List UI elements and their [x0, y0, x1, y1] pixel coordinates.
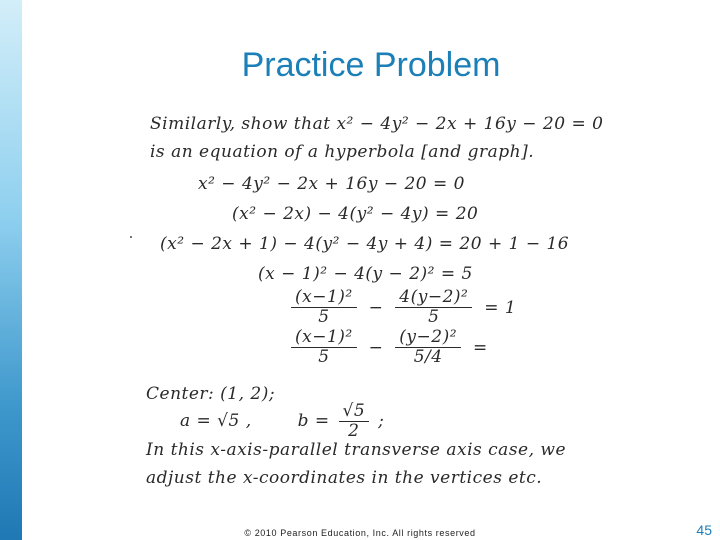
hw-line-center: Center: (1, 2);	[146, 384, 276, 404]
hw-line-a-b	[180, 402, 384, 441]
fraction	[395, 328, 461, 367]
hw-line-factored: (x − 1)² − 4(y − 2)² = 5	[258, 264, 473, 284]
fraction-numerator: √5	[339, 402, 370, 422]
page-number: 45	[696, 522, 712, 538]
hw-line-problem-cont: is an equation of a hyperbola [and graph].	[150, 142, 535, 162]
fraction	[395, 288, 472, 327]
hw-line-complete-square: (x² − 2x + 1) − 4(y² − 4y + 4) = 20 + 1 − 16	[160, 234, 570, 254]
stray-mark	[130, 236, 132, 238]
hw-line-standard-form-2	[288, 328, 491, 367]
fraction-numerator: (x−1)²	[291, 288, 357, 308]
minus-sign: −	[368, 297, 384, 318]
fraction-denominator: 2	[348, 421, 360, 441]
fraction-numerator: (x−1)²	[291, 328, 357, 348]
a-value: a = √5 ,	[180, 411, 252, 431]
hw-line-note: In this x-axis-parallel transverse axis case, we	[146, 440, 567, 460]
hw-line-note-cont: adjust the x-coordinates in the vertices etc.	[146, 468, 543, 488]
hw-line-group: (x² − 2x) − 4(y² − 4y) = 20	[232, 204, 479, 224]
fraction-denominator: 5/4	[413, 347, 443, 367]
hw-line-standard-form-1	[288, 288, 519, 327]
minus-sign: −	[368, 337, 384, 358]
b-end: ;	[378, 411, 385, 431]
fraction-numerator: 4(y−2)²	[395, 288, 472, 308]
copyright-footer: © 2010 Pearson Education, Inc. All rights reserved	[244, 528, 476, 538]
handwritten-solution	[140, 108, 604, 493]
hw-line-problem: Similarly, show that x² − 4y² − 2x + 16y − 20 = 0	[150, 114, 604, 134]
slide-title: Practice Problem	[241, 46, 501, 84]
hw-line-equation: x² − 4y² − 2x + 16y − 20 = 0	[198, 174, 465, 194]
equation-rhs: =	[472, 337, 488, 358]
equation-rhs: = 1	[484, 297, 517, 318]
fraction	[291, 288, 357, 327]
fraction-denominator: 5	[428, 307, 440, 327]
fraction	[339, 402, 370, 441]
fraction-denominator: 5	[318, 347, 330, 367]
fraction	[291, 328, 357, 367]
b-label: b =	[297, 411, 330, 431]
fraction-numerator: (y−2)²	[395, 328, 461, 348]
fraction-denominator: 5	[318, 307, 330, 327]
